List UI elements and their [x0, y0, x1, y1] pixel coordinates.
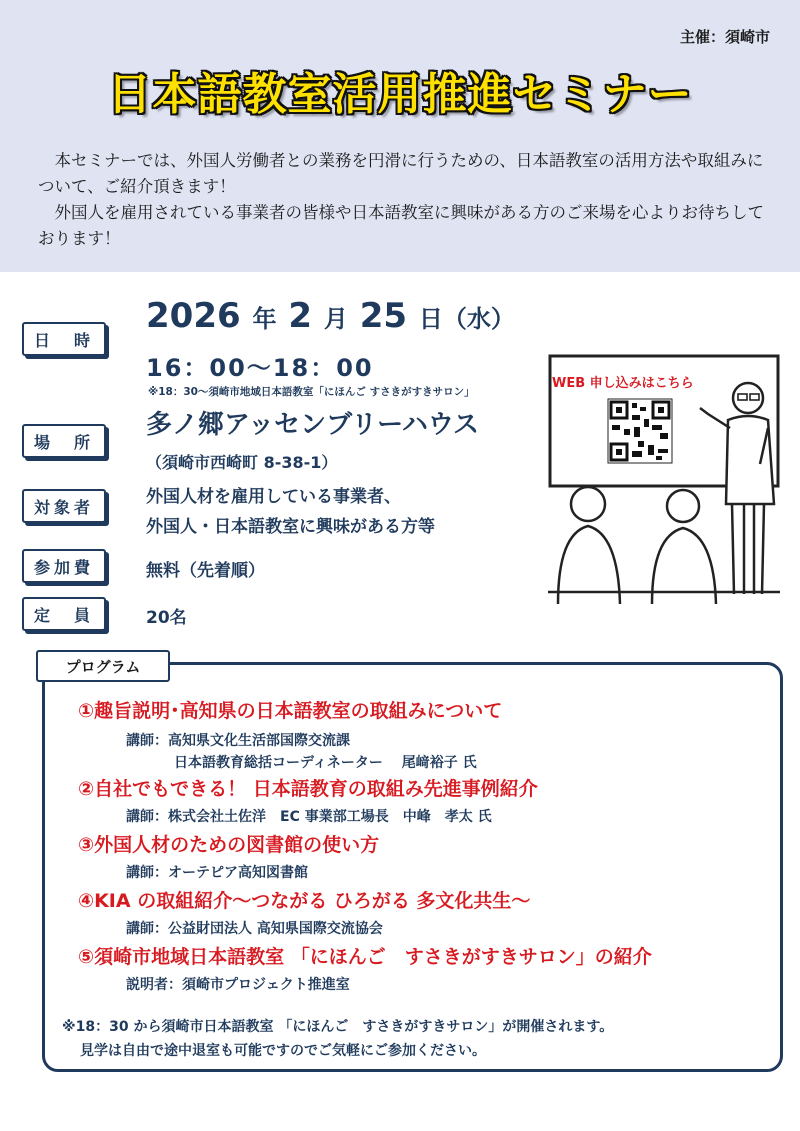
- event-address: （須崎市西崎町 8-38-1）: [146, 453, 338, 472]
- event-place: 多ノ郷アッセンブリーハウス: [146, 410, 480, 440]
- date-label: 日 時: [22, 322, 106, 356]
- time-note: ※18：30～須崎市地域日本語教室「にほんご すさきがすきサロン」: [148, 386, 475, 398]
- date-month: 2: [288, 296, 312, 336]
- fee-label: 参加費: [22, 549, 106, 583]
- program-item-1-speaker: 講師：高知県文化生活部国際交流課: [126, 733, 350, 749]
- event-capacity: 20名: [146, 608, 187, 628]
- program-item-5-speaker: 説明者：須崎市プロジェクト推進室: [126, 977, 350, 993]
- program-item-5: ⑤須崎市地域日本語教室 「にほんご すさきがすきサロン」の紹介: [78, 946, 652, 968]
- date-day-unit: 日: [418, 305, 443, 333]
- intro-paragraph-2: 外国人を雇用されている事業者の皆様や日本語教室に興味がある方のご来場を心よりお待ちしております！: [38, 203, 764, 248]
- intro-paragraph-1: 本セミナーでは、外国人労働者との業務を円滑に行うための、日本語教室の活用方法や取組みについて、ご紹介頂きます！: [38, 151, 764, 196]
- capacity-label: 定 員: [22, 597, 106, 631]
- program-item-4: ④KIA の取組紹介～つながる ひろがる 多文化共生～: [78, 890, 531, 912]
- program-tab: プログラム: [36, 650, 170, 682]
- event-fee: 無料（先着順）: [146, 561, 265, 581]
- program-item-1-speaker-2: 日本語教育総括コーディネーター 尾﨑裕子 氏: [174, 755, 477, 771]
- program-footnote-2: 見学は自由で途中退室も可能ですのでご気軽にご参加ください。: [80, 1043, 486, 1059]
- program-item-4-speaker: 講師：公益財団法人 高知県国際交流協会: [126, 921, 383, 937]
- program-item-3-speaker: 講師：オーテピア高知図書館: [126, 865, 308, 881]
- date-year-unit: 年: [252, 305, 277, 333]
- program-item-3: ③外国人材のための図書館の使い方: [78, 834, 380, 856]
- target-line-2: 外国人・日本語教室に興味がある方等: [146, 517, 435, 537]
- program-item-2: ②自社でもできる！ 日本語教育の取組み先進事例紹介: [78, 778, 538, 800]
- intro-text: [38, 148, 778, 252]
- date-year: 2026: [146, 296, 241, 336]
- organizer: 主催：須崎市: [679, 28, 770, 46]
- target-line-1: 外国人材を雇用している事業者、: [146, 487, 401, 507]
- date-month-unit: 月: [323, 305, 348, 333]
- classroom-illustration: [548, 354, 780, 609]
- target-label: 対象者: [22, 489, 106, 523]
- event-date: [146, 296, 515, 336]
- qr-code-icon: [608, 399, 672, 463]
- date-day: 25: [359, 296, 408, 336]
- web-apply-label: WEB 申し込みはこちら: [552, 376, 694, 391]
- event-time: 16：00～18：00: [146, 354, 374, 382]
- program-item-2-speaker: 講師：株式会社土佐洋 EC 事業部工場長 中峰 孝太 氏: [126, 809, 492, 825]
- program-footnote-1: ※18：30 から須崎市日本語教室 「にほんご すさきがすきサロン」が開催されます。: [62, 1019, 614, 1035]
- header-band: [0, 0, 800, 272]
- page-title: 日本語教室活用推進セミナー: [107, 69, 693, 120]
- date-weekday: （水）: [442, 305, 515, 333]
- program-item-1: ①趣旨説明･高知県の日本語教室の取組みについて: [78, 700, 503, 722]
- place-label: 場 所: [22, 424, 106, 458]
